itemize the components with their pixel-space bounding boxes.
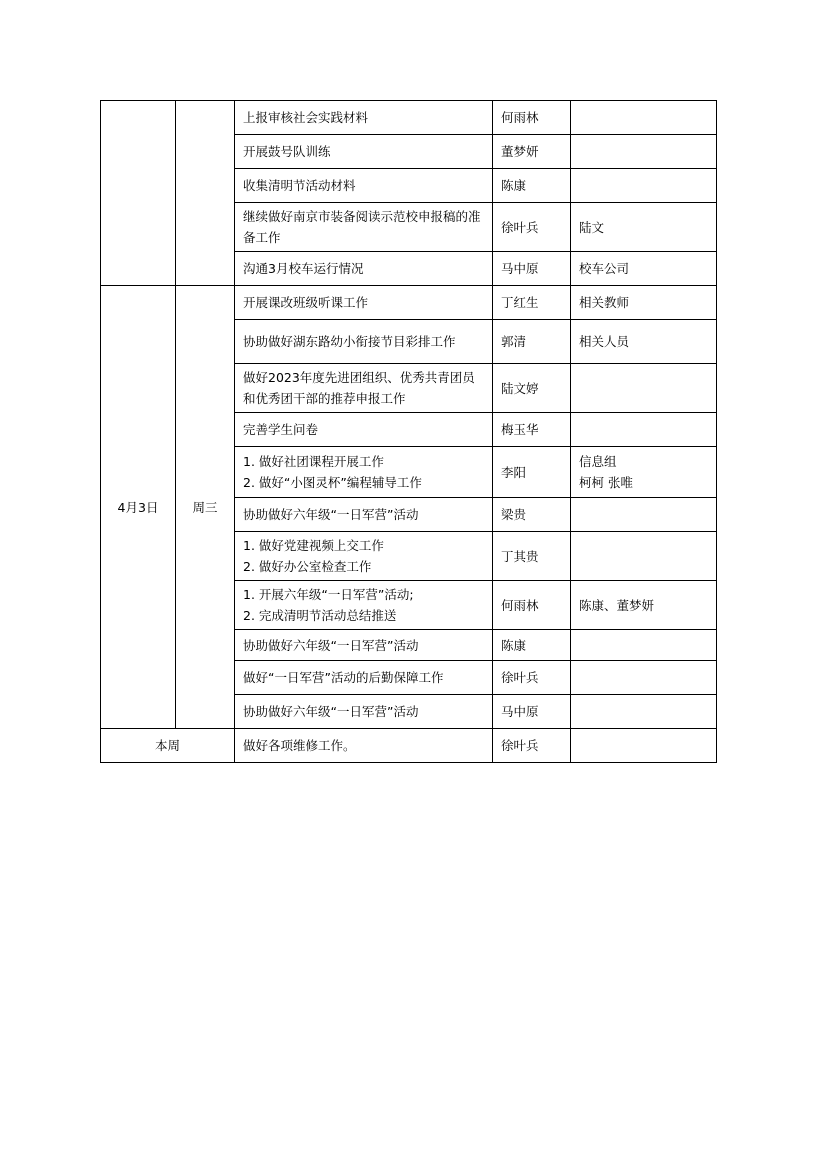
day-cell-empty (176, 101, 235, 286)
person-cell: 马中原 (493, 252, 571, 286)
partner-cell: 相关人员 (571, 320, 717, 364)
person-cell: 梁贵 (493, 498, 571, 532)
task-cell: 收集清明节活动材料 (235, 169, 493, 203)
person-cell: 何雨林 (493, 101, 571, 135)
task-cell: 协助做好六年级“一日军营”活动 (235, 498, 493, 532)
partner-cell (571, 169, 717, 203)
person-cell: 陈康 (493, 630, 571, 661)
person-cell: 李阳 (493, 447, 571, 498)
partner-cell (571, 135, 717, 169)
table-row (101, 286, 717, 320)
partner-cell (571, 498, 717, 532)
partner-cell (571, 532, 717, 581)
partner-line: 信息组 (579, 454, 617, 469)
person-cell: 郭清 (493, 320, 571, 364)
task-line: 1. 开展六年级“一日军营”活动; (243, 587, 414, 602)
task-cell (235, 447, 493, 498)
partner-cell: 相关教师 (571, 286, 717, 320)
task-cell: 做好“一日军营”活动的后勤保障工作 (235, 661, 493, 695)
person-cell: 马中原 (493, 695, 571, 729)
task-line: 2. 做好“小图灵杯”编程辅导工作 (243, 475, 422, 490)
task-cell: 开展鼓号队训练 (235, 135, 493, 169)
task-cell: 协助做好湖东路幼小衔接节目彩排工作 (235, 320, 493, 364)
task-cell: 协助做好六年级“一日军营”活动 (235, 695, 493, 729)
person-cell: 丁红生 (493, 286, 571, 320)
task-cell: 协助做好六年级“一日军营”活动 (235, 630, 493, 661)
person-cell: 徐叶兵 (493, 729, 571, 763)
partner-cell: 陆文 (571, 203, 717, 252)
task-cell: 开展课改班级听课工作 (235, 286, 493, 320)
task-line: 1. 做好党建视频上交工作 (243, 538, 384, 553)
partner-cell (571, 661, 717, 695)
person-cell: 何雨林 (493, 581, 571, 630)
partner-cell (571, 413, 717, 447)
task-cell: 完善学生问卷 (235, 413, 493, 447)
person-cell: 陈康 (493, 169, 571, 203)
table-row (101, 729, 717, 763)
partner-cell (571, 364, 717, 413)
partner-cell (571, 630, 717, 661)
task-cell: 沟通3月校车运行情况 (235, 252, 493, 286)
task-line: 1. 做好社团课程开展工作 (243, 454, 384, 469)
partner-cell: 陈康、董梦妍 (571, 581, 717, 630)
task-cell (235, 532, 493, 581)
day-cell: 周三 (176, 286, 235, 729)
task-line: 2. 做好办公室检查工作 (243, 559, 372, 574)
partner-cell (571, 447, 717, 498)
task-cell: 做好各项维修工作。 (235, 729, 493, 763)
partner-cell (571, 695, 717, 729)
task-cell (235, 581, 493, 630)
task-cell: 做好2023年度先进团组织、优秀共青团员和优秀团干部的推荐申报工作 (235, 364, 493, 413)
table-row (101, 101, 717, 135)
partner-cell (571, 729, 717, 763)
work-schedule-table (100, 100, 717, 763)
task-cell: 上报审核社会实践材料 (235, 101, 493, 135)
task-line: 2. 完成清明节活动总结推送 (243, 608, 397, 623)
date-cell: 4月3日 (101, 286, 176, 729)
person-cell: 徐叶兵 (493, 661, 571, 695)
partner-cell: 校车公司 (571, 252, 717, 286)
person-cell: 董梦妍 (493, 135, 571, 169)
person-cell: 丁其贵 (493, 532, 571, 581)
partner-cell (571, 101, 717, 135)
person-cell: 徐叶兵 (493, 203, 571, 252)
partner-line: 柯柯 张唯 (579, 475, 633, 490)
task-cell: 继续做好南京市装备阅读示范校申报稿的准备工作 (235, 203, 493, 252)
person-cell: 陆文婷 (493, 364, 571, 413)
person-cell: 梅玉华 (493, 413, 571, 447)
week-label-cell: 本周 (101, 729, 235, 763)
date-cell-empty (101, 101, 176, 286)
